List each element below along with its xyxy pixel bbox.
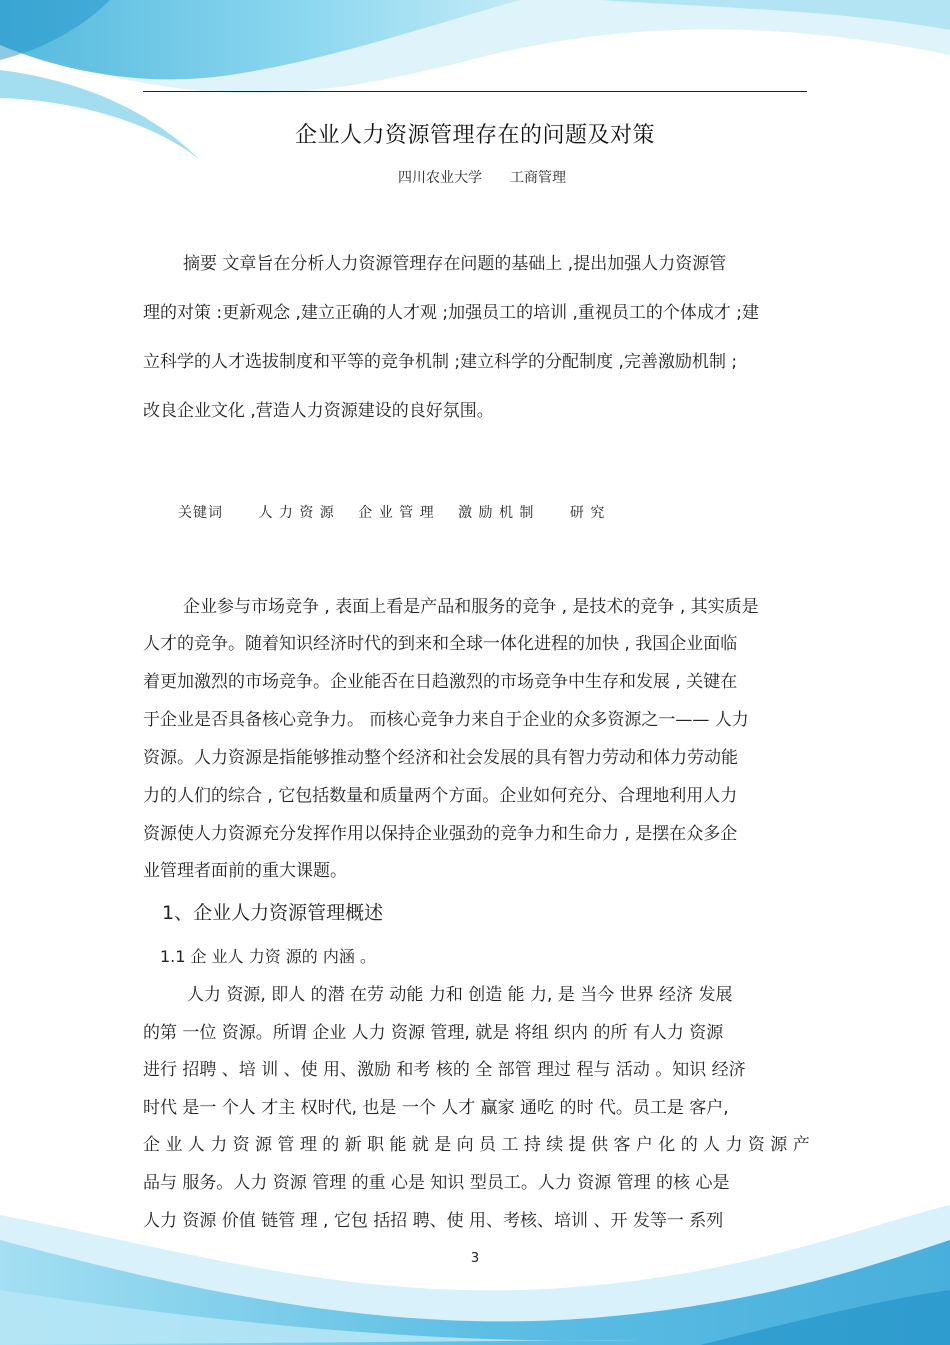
body-line: 着更加激烈的市场竞争。企业能否在日趋激烈的市场竞争中生存和发展 , 关键在: [143, 672, 738, 692]
body-line: 人才的竞争。随着知识经济时代的到来和全球一体化进程的加快 , 我国企业面临: [143, 634, 738, 654]
author-major: 工商管理: [510, 170, 566, 186]
body-line: 业管理者面前的重大课题。: [143, 861, 347, 881]
body-line: 进行 招聘 、培 训 、使 用、激励 和考 核的 全 部管 理过 程与 活动 。知识 经济: [143, 1060, 746, 1080]
keywords-label: 关键词: [178, 505, 223, 521]
body-line: 企 业 人 力 资 源 管 理 的 新 职 能 就 是 向 员 工 持 续 提 供 客 户 化 的 人 力 资 源 产: [143, 1135, 810, 1155]
section-heading-1-1: 1.1 企 业人 力资 源的 内涵 。: [160, 947, 376, 966]
keywords: [178, 502, 623, 522]
body-line: 时代 是一 个人 才主 权时代, 也是 一个 人才 赢家 通吃 的时 代。员工是 客户,: [143, 1098, 729, 1118]
body-line: 人力 资源, 即人 的潜 在劳 动能 力和 创造 能 力, 是 当今 世界 经济 发展: [187, 985, 733, 1005]
body-line: 企业参与市场竞争 , 表面上看是产品和服务的竞争 , 是技术的竞争 , 其实质是: [183, 597, 759, 617]
keyword: 激 励 机 制: [458, 505, 535, 521]
body-line: 资源使人力资源充分发挥作用以保持企业强劲的竞争力和生命力 , 是摆在众多企: [143, 824, 738, 844]
body-line: 力的人们的综合 , 它包括数量和质量两个方面。企业如何充分、合理地利用人力: [143, 786, 738, 806]
keyword: 人 力 资 源: [258, 505, 335, 521]
abstract-line: 改良企业文化 ,营造人力资源建设的良好氛围。: [143, 401, 494, 421]
author-line: [398, 167, 566, 187]
keyword: 企 业 管 理: [358, 505, 435, 521]
abstract-line: 理的对策 :更新观念 ,建立正确的人才观 ;加强员工的培训 ,重视员工的个体成才 ;建: [143, 303, 760, 323]
body-line: 的第 一位 资源。所谓 企业 人力 资源 管理, 就是 将组 织内 的所 有人力 资源: [143, 1023, 724, 1043]
abstract-line: 摘要 文章旨在分析人力资源管理存在问题的基础上 ,提出加强人力资源管: [183, 254, 727, 274]
page-number: 3: [470, 1251, 480, 1266]
section-heading-1: 1、企业人力资源管理概述: [162, 902, 384, 924]
body-line: 品与 服务。人力 资源 管理 的重 心是 知识 型员工。人力 资源 管理 的核 心是: [143, 1173, 730, 1193]
header-rule: [143, 91, 807, 92]
body-line: 人力 资源 价值 链管 理 , 它包 括招 聘、使 用、考核、培训 、开 发等一 系列: [143, 1211, 724, 1231]
keyword: 研 究: [569, 505, 606, 521]
body-line: 资源。人力资源是指能够推动整个经济和社会发展的具有智力劳动和体力劳动能: [143, 748, 738, 768]
body-line: 于企业是否具备核心竞争力。 而核心竞争力来自于企业的众多资源之一—— 人力: [143, 710, 749, 730]
author-school: 四川农业大学: [398, 170, 482, 186]
paper-title: 企业人力资源管理存在的问题及对策: [294, 123, 655, 148]
abstract-line: 立科学的人才选拔制度和平等的竞争机制 ;建立科学的分配制度 ,完善激励机制 ;: [143, 352, 738, 372]
abstract: [143, 240, 808, 436]
